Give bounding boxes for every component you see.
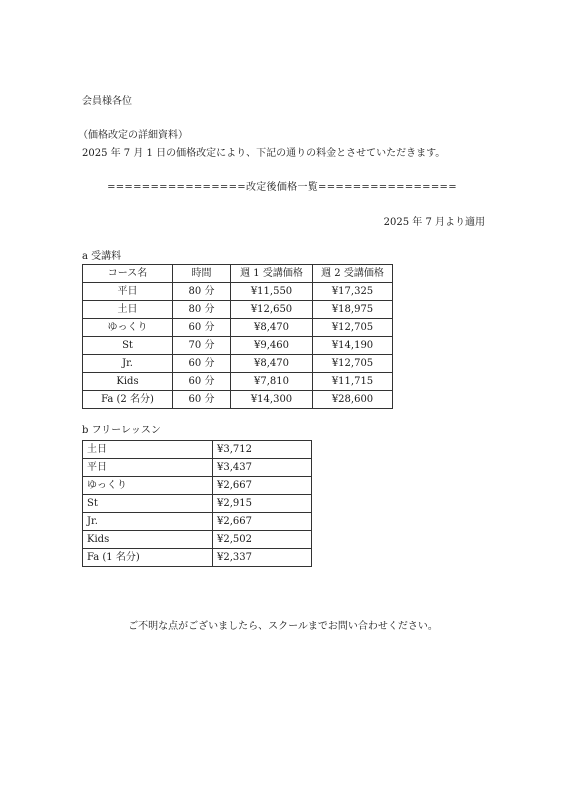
table-cell: 80 分 bbox=[173, 301, 231, 319]
table-cell: Fa (1 名分) bbox=[83, 549, 213, 567]
table-row bbox=[83, 531, 312, 549]
table-cell: ¥18,975 bbox=[313, 301, 393, 319]
table-cell: 60 分 bbox=[173, 373, 231, 391]
table-cell: 土日 bbox=[83, 441, 213, 459]
table-row bbox=[83, 337, 393, 355]
table-cell: 70 分 bbox=[173, 337, 231, 355]
table-cell: ¥2,502 bbox=[213, 531, 312, 549]
table-row bbox=[83, 319, 393, 337]
column-header: コース名 bbox=[83, 265, 173, 283]
table-cell: ¥9,460 bbox=[231, 337, 313, 355]
table-cell: 60 分 bbox=[173, 319, 231, 337]
table-cell: ¥2,667 bbox=[213, 477, 312, 495]
subtitle: （価格改定の詳細資料） bbox=[78, 130, 188, 141]
table-cell: ¥12,705 bbox=[313, 319, 393, 337]
table-cell: St bbox=[83, 337, 173, 355]
table-cell: ¥7,810 bbox=[231, 373, 313, 391]
effective-date: 2025 年 7 月より適用 bbox=[383, 217, 485, 228]
table-row bbox=[83, 441, 312, 459]
table-header-row bbox=[83, 265, 393, 283]
table-cell: Jr. bbox=[83, 355, 173, 373]
table-cell: ¥12,650 bbox=[231, 301, 313, 319]
table-cell: ¥2,337 bbox=[213, 549, 312, 567]
table-row bbox=[83, 495, 312, 513]
table-row bbox=[83, 283, 393, 301]
free-lesson-table bbox=[82, 440, 312, 567]
table-cell: ¥2,915 bbox=[213, 495, 312, 513]
table-cell: 土日 bbox=[83, 301, 173, 319]
closing-note: ご不明な点がございましたら、スクールまでお問い合わせください。 bbox=[128, 621, 438, 632]
table-cell: ¥11,715 bbox=[313, 373, 393, 391]
table-row bbox=[83, 373, 393, 391]
table-cell: St bbox=[83, 495, 213, 513]
table-cell: ¥28,600 bbox=[313, 391, 393, 409]
table-cell: 平日 bbox=[83, 459, 213, 477]
table-cell: Kids bbox=[83, 373, 173, 391]
table-cell: 60 分 bbox=[173, 355, 231, 373]
table-cell: ゆっくり bbox=[83, 319, 173, 337]
intro-text: 2025 年 7 月 1 日の価格改定により、下記の通りの料金とさせていただきます。 bbox=[82, 148, 446, 159]
table-row bbox=[83, 459, 312, 477]
table-cell: ¥14,190 bbox=[313, 337, 393, 355]
greeting: 会員様各位 bbox=[82, 96, 132, 107]
table-cell: Jr. bbox=[83, 513, 213, 531]
table-row bbox=[83, 391, 393, 409]
section-b-title: b フリーレッスン bbox=[82, 425, 161, 436]
table-cell: ¥11,550 bbox=[231, 283, 313, 301]
table-cell: 80 分 bbox=[173, 283, 231, 301]
table-cell: 60 分 bbox=[173, 391, 231, 409]
table-cell: ¥8,470 bbox=[231, 319, 313, 337]
table-row bbox=[83, 355, 393, 373]
table-row bbox=[83, 477, 312, 495]
table-row bbox=[83, 549, 312, 567]
table-row bbox=[83, 513, 312, 531]
table-cell: Kids bbox=[83, 531, 213, 549]
column-header: 時間 bbox=[173, 265, 231, 283]
table-cell: ¥17,325 bbox=[313, 283, 393, 301]
table-cell: ¥3,712 bbox=[213, 441, 312, 459]
table-cell: ¥2,667 bbox=[213, 513, 312, 531]
table-cell: ¥12,705 bbox=[313, 355, 393, 373]
table-cell: Fa (2 名分) bbox=[83, 391, 173, 409]
table-cell: 平日 bbox=[83, 283, 173, 301]
table-cell: ¥3,437 bbox=[213, 459, 312, 477]
column-header: 週 2 受講価格 bbox=[313, 265, 393, 283]
table-cell: ゆっくり bbox=[83, 477, 213, 495]
section-a-title: a 受講料 bbox=[82, 251, 122, 262]
table-row bbox=[83, 301, 393, 319]
table-cell: ¥8,470 bbox=[231, 355, 313, 373]
price-list-divider: ================改定後価格一覧================ bbox=[107, 182, 457, 193]
tuition-table bbox=[82, 264, 393, 409]
column-header: 週 1 受講価格 bbox=[231, 265, 313, 283]
table-cell: ¥14,300 bbox=[231, 391, 313, 409]
